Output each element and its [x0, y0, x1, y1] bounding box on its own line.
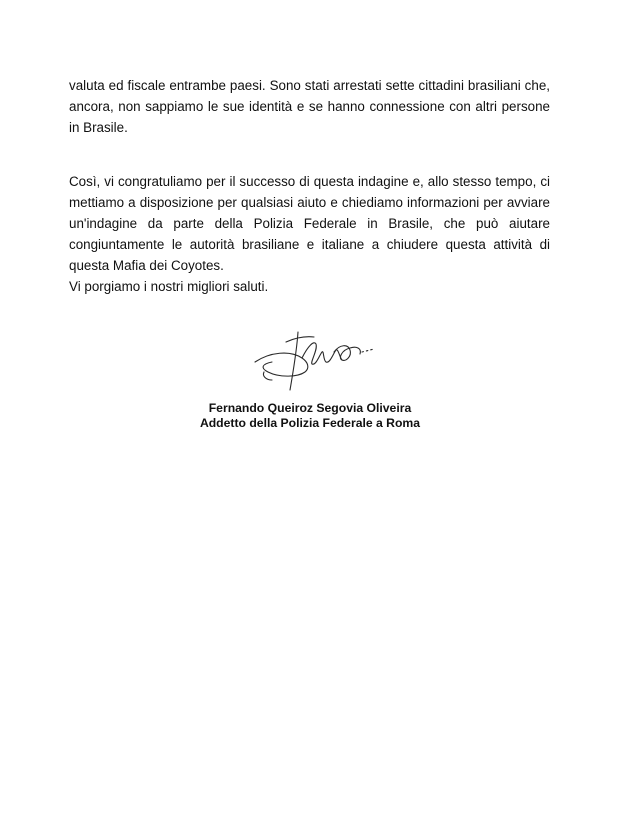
- paragraph-congratulations: Così, vi congratuliamo per il successo di questa indagine e, allo stesso tempo, ci mettiamo a disposizione per qualsiasi aiuto e chiediamo informazioni per avviare un'indagine da parte della Polizia Federale in Brasile, che può aiutare congiuntamente le autorità brasiliane e italiane a chiudere questa attività di questa Mafia dei Coyotes.: [69, 174, 550, 273]
- paragraph-salutation: Vi porgiamo i nostri migliori saluti.: [69, 279, 269, 294]
- signatory-title: Addetto della Polizia Federale a Roma: [199, 416, 421, 430]
- signatory-name: Fernando Queiroz Segovia Oliveira: [208, 401, 412, 415]
- signature-block: [150, 401, 470, 431]
- handwritten-signature-icon: [250, 322, 385, 394]
- paragraph-closing-facts: valuta ed fiscale entrambe paesi. Sono stati arrestati sette cittadini brasiliani che, ancora, non sappiamo le sue identità e se hanno connessione con altri persone in Brasile.: [69, 78, 550, 135]
